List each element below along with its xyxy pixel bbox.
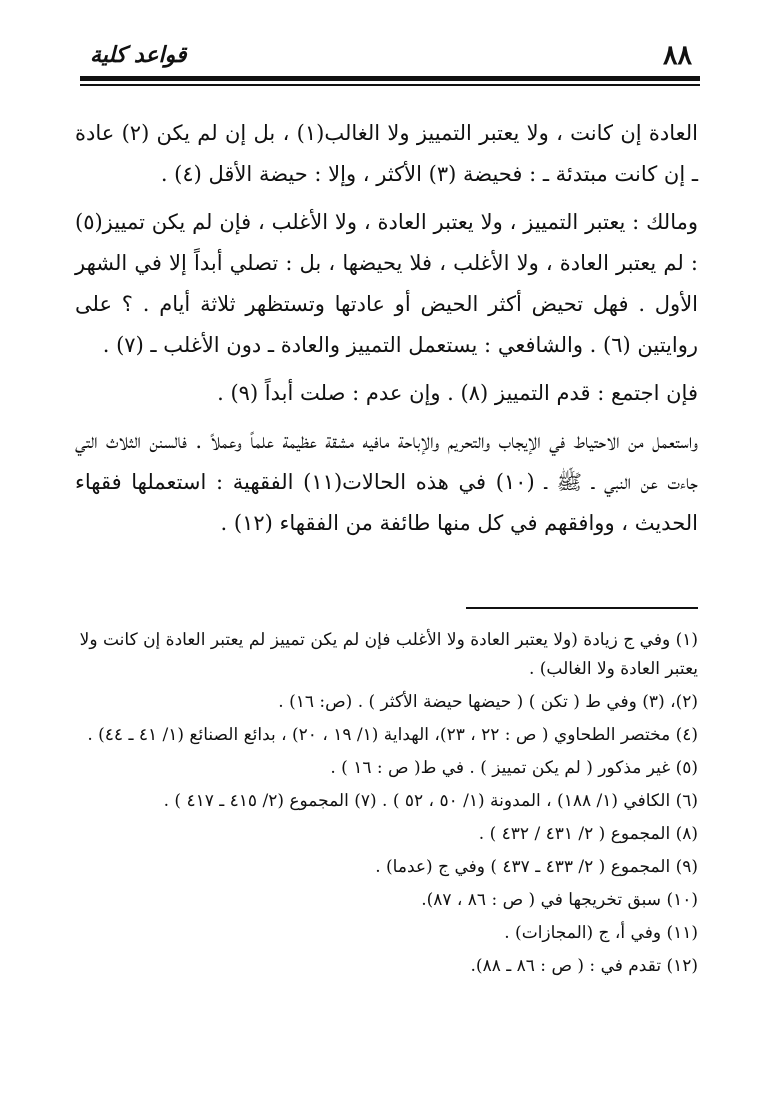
paragraph: العادة إن كانت ، ولا يعتبر التمييز ولا الغالب(١) ، بل إن لم يكن (٢) عادة ـ إن كانت مبتدئة ـ : فحيضة (٣) الأكثر ، وإلا : حيضة الأقل (٤) . <box>75 121 698 186</box>
footnote: (٥) غير مذكور ( لم يكن تمييز ) . في ط( ص : ١٦ ) . <box>330 758 698 778</box>
paragraph: واستعمل من الاحتياط في الإيجاب والتحريم والإباحة مافيه مشقة عظيمة علماً وعملاً . فالسنن الثلاث التي جاءت عن النبي ـ ﷺ ـ (١٠) في هذه الحالات(١١) الفقهية : استعملها فقهاء الحديث ، ووافقهم في كل منها طائفة من الفقهاء (١٢) . <box>75 429 698 535</box>
page-number: ٨٨ <box>662 40 692 71</box>
footnote: (٦) الكافي (١/ ١٨٨) ، المدونة (١/ ٥٠ ، ٥٢ ) . (٧) المجموع (٢/ ٤١٥ ـ ٤١٧ ) . <box>163 791 698 811</box>
footnote: (١٠) سبق تخريجها في ( ص : ٨٦ ، ٨٧). <box>421 890 698 910</box>
footnote: (٩) المجموع ( ٢/ ٤٣٣ ـ ٤٣٧ ) وفي ج (عدما) . <box>375 857 698 877</box>
footnote: (١١) وفي أ، ج (المجازات) . <box>504 923 698 943</box>
footnote: (٤) مختصر الطحاوي ( ص : ٢٢ ، ٢٣)، الهداية (١/ ١٩ ، ٢٠) ، بدائع الصنائع (١/ ٤١ ـ ٤٤) . <box>87 725 698 745</box>
header-rule-thick <box>80 76 700 81</box>
running-title: قواعد كلية <box>90 42 187 68</box>
main-text <box>75 113 698 551</box>
footnotes <box>75 626 698 985</box>
footnote: (٨) المجموع ( ٢/ ٤٣١ / ٤٣٢ ) . <box>478 824 698 844</box>
header-rule-thin <box>80 84 700 86</box>
footnote: (٢)، (٣) وفي ط ( تكن ) ( حيضها حيضة الأكثر ) . (ص: ١٦) . <box>278 692 698 712</box>
page-header <box>80 40 700 70</box>
footnote-divider <box>466 607 698 609</box>
footnote: (١٢) تقدم في : ( ص : ٨٦ ـ ٨٨). <box>470 956 698 976</box>
footnote: (١) وفي ج زيادة (ولا يعتبر العادة ولا الأغلب فإن لم يكن تمييز لم يعتبر العادة إن كانت ولا يعتبر العادة ولا الغالب) . <box>79 630 698 679</box>
paragraph: فإن اجتمع : قدم التمييز (٨) . وإن عدم : صلت أبداً (٩) . <box>217 381 698 405</box>
paragraph: ومالك : يعتبر التمييز ، ولا يعتبر العادة ، ولا الأغلب ، فإن لم يكن تمييز(٥) : لم يعتبر العادة ، ولا الأغلب ، فلا يحيضها ، بل : تصلي أبداً إلا في الشهر الأول . فهل تحيض أكثر الحيض أو عادتها وتستظهر ثلاثة أيام . ؟ على روايتين (٦) . والشافعي : يستعمل التمييز والعادة ـ دون الأغلب ـ (٧) . <box>75 210 698 357</box>
